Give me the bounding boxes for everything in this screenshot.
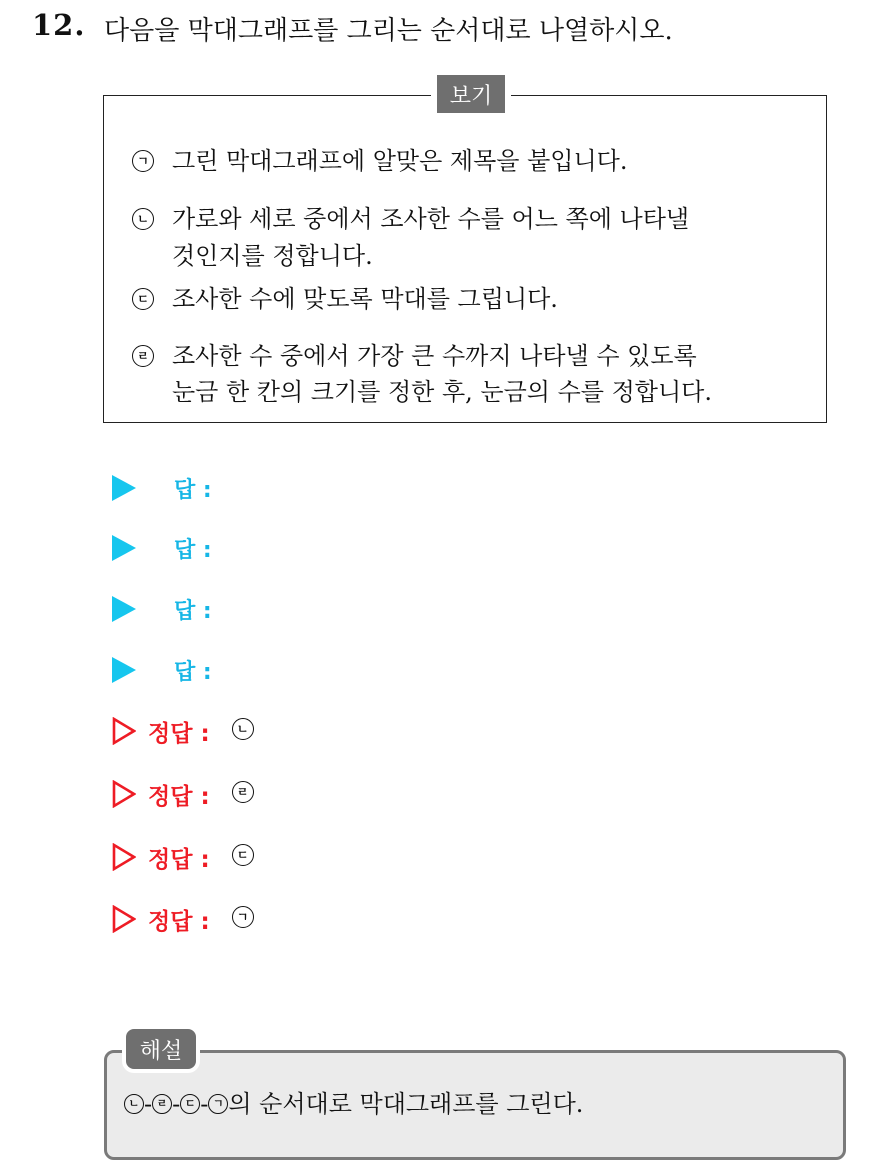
answer-row [112,533,212,563]
correct-answer-row [112,840,254,874]
circled-nieun: ㄴ [132,208,154,230]
sequence-item: ㄴ [124,1094,144,1114]
correct-answer-label: 정답 : [148,908,210,935]
bogi-item-text: 그린 막대그래프에 알맞은 제목을 붙입니다. [172,147,628,175]
correct-answer-value: ㄷ [232,844,254,866]
answer-row [112,655,212,685]
explanation-label: 해설 [126,1029,196,1069]
correct-answer-row [112,714,254,748]
bogi-item-text: 조사한 수 중에서 가장 큰 수까지 나타낼 수 있도록 [172,342,697,370]
correct-answer-value: ㄹ [232,781,254,803]
circled-rieul: ㄹ [132,345,154,367]
correct-answer-label: 정답 : [148,846,210,873]
answer-label: 답 : [174,537,212,563]
sequence-item: ㄹ [152,1094,172,1114]
sequence-item: ㄱ [208,1094,228,1114]
answer-label: 답 : [174,598,212,624]
bogi-item-text: 눈금 한 칸의 크기를 정한 후, 눈금의 수를 정합니다. [172,378,712,406]
bogi-item-text: 것인지를 정합니다. [172,242,373,270]
answer-row [112,473,212,503]
outline-arrow-icon [112,843,136,871]
bogi-item-4 [132,336,697,376]
bogi-item-4-cont [132,372,712,412]
correct-answer-label: 정답 : [148,720,210,747]
play-arrow-icon [112,475,136,501]
bogi-item-text: 조사한 수에 맞도록 막대를 그립니다. [172,285,558,313]
correct-answer-value: ㄴ [232,718,254,740]
outline-arrow-icon [112,905,136,933]
question-text: 다음을 막대그래프를 그리는 순서대로 나열하시오. [104,16,673,46]
explanation-text: ㄴ - ㄹ - ㄷ - ㄱ 의 순서대로 막대그래프를 그린다. [124,1084,583,1119]
outline-arrow-icon [112,717,136,745]
correct-answer-row [112,902,254,936]
play-arrow-icon [112,596,136,622]
answer-label: 답 : [174,477,212,503]
outline-arrow-icon [112,780,136,808]
question-number: 12. [32,8,86,42]
bogi-item-2 [132,199,690,239]
circled-digeut: ㄷ [132,288,154,310]
bogi-item-text: 가로와 세로 중에서 조사한 수를 어느 쪽에 나타낼 [172,205,690,233]
explanation-suffix: 의 순서대로 막대그래프를 그린다. [228,1090,584,1118]
bogi-label: 보기 [431,75,511,113]
answer-row [112,594,212,624]
play-arrow-icon [112,657,136,683]
circled-giyeok: ㄱ [132,150,154,172]
bogi-item-3 [132,279,558,319]
correct-answer-value: ㄱ [232,906,254,928]
correct-answer-label: 정답 : [148,783,210,810]
correct-answer-row [112,777,254,811]
bogi-item-2-cont [132,236,373,276]
answer-label: 답 : [174,659,212,685]
play-arrow-icon [112,535,136,561]
bogi-box [103,95,827,423]
sequence-item: ㄷ [180,1094,200,1114]
bogi-item-1 [132,141,628,181]
